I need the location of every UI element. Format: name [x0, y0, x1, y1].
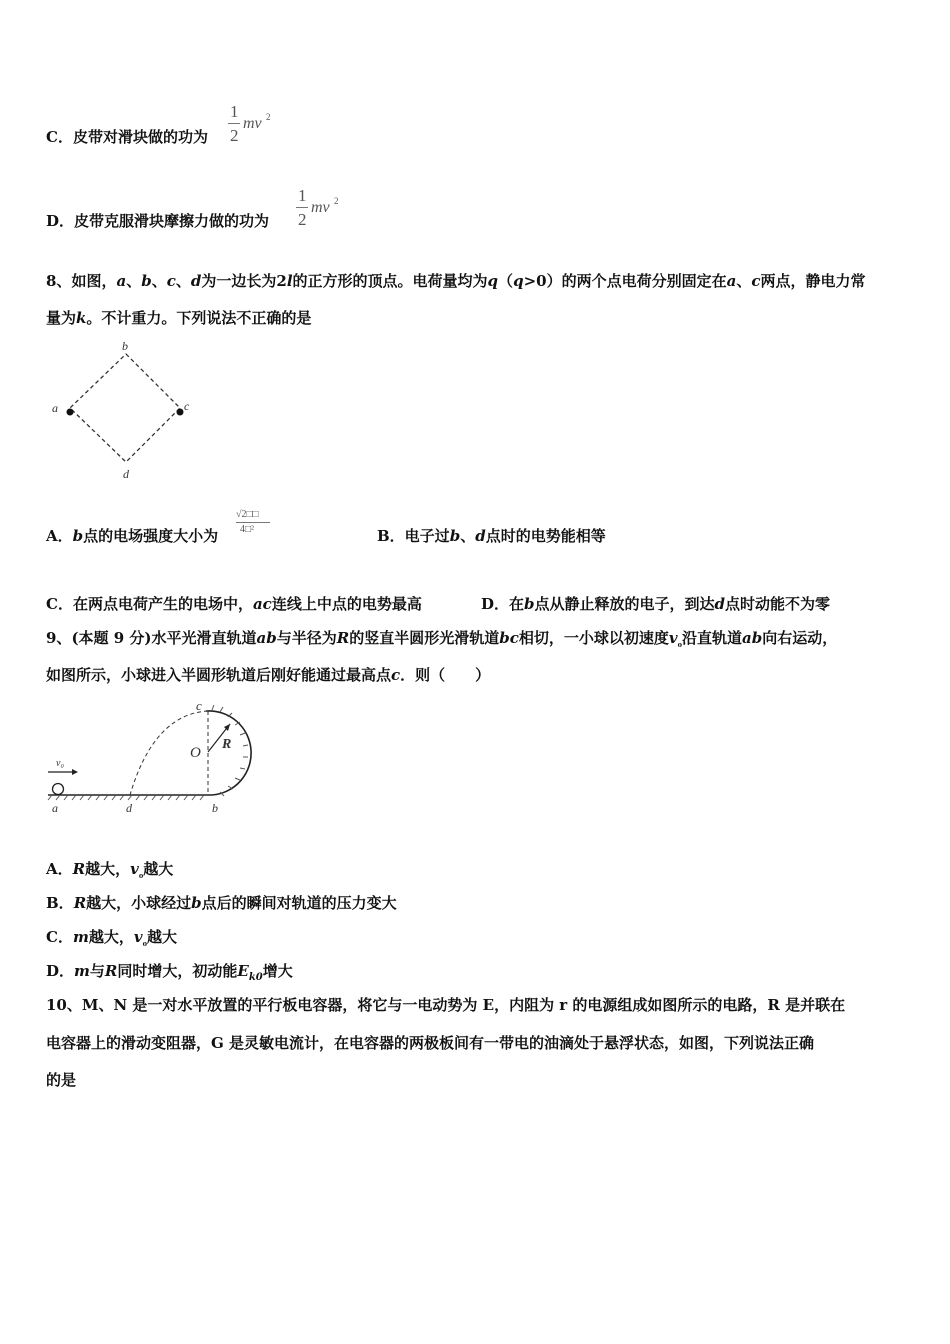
q10-stem-line2: 电容器上的滑动变阻器，G 是灵敏电流计，在电容器的两极板间有一带电的油滴处于悬浮状态，如图，下列说法正确 [46, 1034, 815, 1052]
q8-option-a: A．b点的电场强度大小为 [46, 527, 219, 545]
label-a: a [52, 401, 58, 415]
q7-option-c: C．皮带对滑块做的功为 [46, 128, 208, 146]
square-outline [70, 354, 180, 462]
label-R: R [222, 737, 232, 752]
q8-option-a-formula: √2□□ 4□² [236, 509, 276, 543]
q7-option-d-formula: 1 2 mv 2 [298, 186, 339, 229]
label-a: a [52, 801, 58, 815]
label-d: d [123, 467, 129, 481]
semicircle-track [206, 711, 251, 795]
label-c: c [184, 399, 190, 413]
q8-option-c: C．在两点电荷产生的电场中，ac连线上中点的电势最高 [46, 595, 422, 613]
q7-option-d: D．皮带克服滑块摩擦力做的功为 [46, 212, 270, 230]
q9-option-d: D．m与R同时增大，初动能$E_{k0}$增大 [46, 962, 293, 983]
label-O: O [190, 745, 201, 761]
label-d: d [126, 801, 132, 815]
q9-stem-line2: 如图所示，小球进入半圆形轨道后刚好能通过最高点c．则（ ） [46, 666, 491, 684]
q8-square-figure [44, 336, 204, 486]
q10-stem-line1: 10、M、N 是一对水平放置的平行板电容器，将它与一电动势为 E，内阻为 r 的电源组成如图所示的电路，R 是并联在 [46, 996, 846, 1014]
q8-stem-line2: 量为k。不计重力。下列说法不正确的是 [46, 309, 312, 327]
charge-c [177, 409, 184, 416]
q8-option-d: D．在b点从静止释放的电子，到达d点时动能不为零 [481, 595, 831, 613]
q7-option-c-formula: 1 2 mv 2 [230, 102, 271, 145]
label-c: c [196, 698, 202, 713]
ball [53, 784, 64, 795]
q8-option-b: B．电子过b、d点时的电势能相等 [377, 527, 606, 545]
q9-track-figure [44, 694, 264, 824]
q9-stem-line1: 9、(本题 9 分)水平光滑直轨道ab与半径为R的竖直半圆形光滑轨道bc相切，一小球以初速度$v_{_0}$沿直轨道ab向右运动， [46, 629, 838, 650]
q9-option-b: B．R越大，小球经过b点后的瞬间对轨道的压力变大 [46, 894, 397, 912]
q10-stem-line3: 的是 [46, 1071, 77, 1089]
q9-option-a: A．R越大，$v_{_0}$越大 [46, 860, 174, 881]
label-b: b [122, 339, 128, 353]
q9-option-c: C．m越大，$v_{_0}$越大 [46, 928, 177, 949]
q8-stem-line1: 8、如图，a、b、c、d为一边长为2l的正方形的顶点。电荷量均为q（q>0）的两个点电荷分别固定在a、c两点，静电力常 [46, 272, 866, 290]
label-v0: v₀ [56, 758, 64, 769]
charge-a [67, 409, 74, 416]
label-b: b [212, 801, 218, 815]
